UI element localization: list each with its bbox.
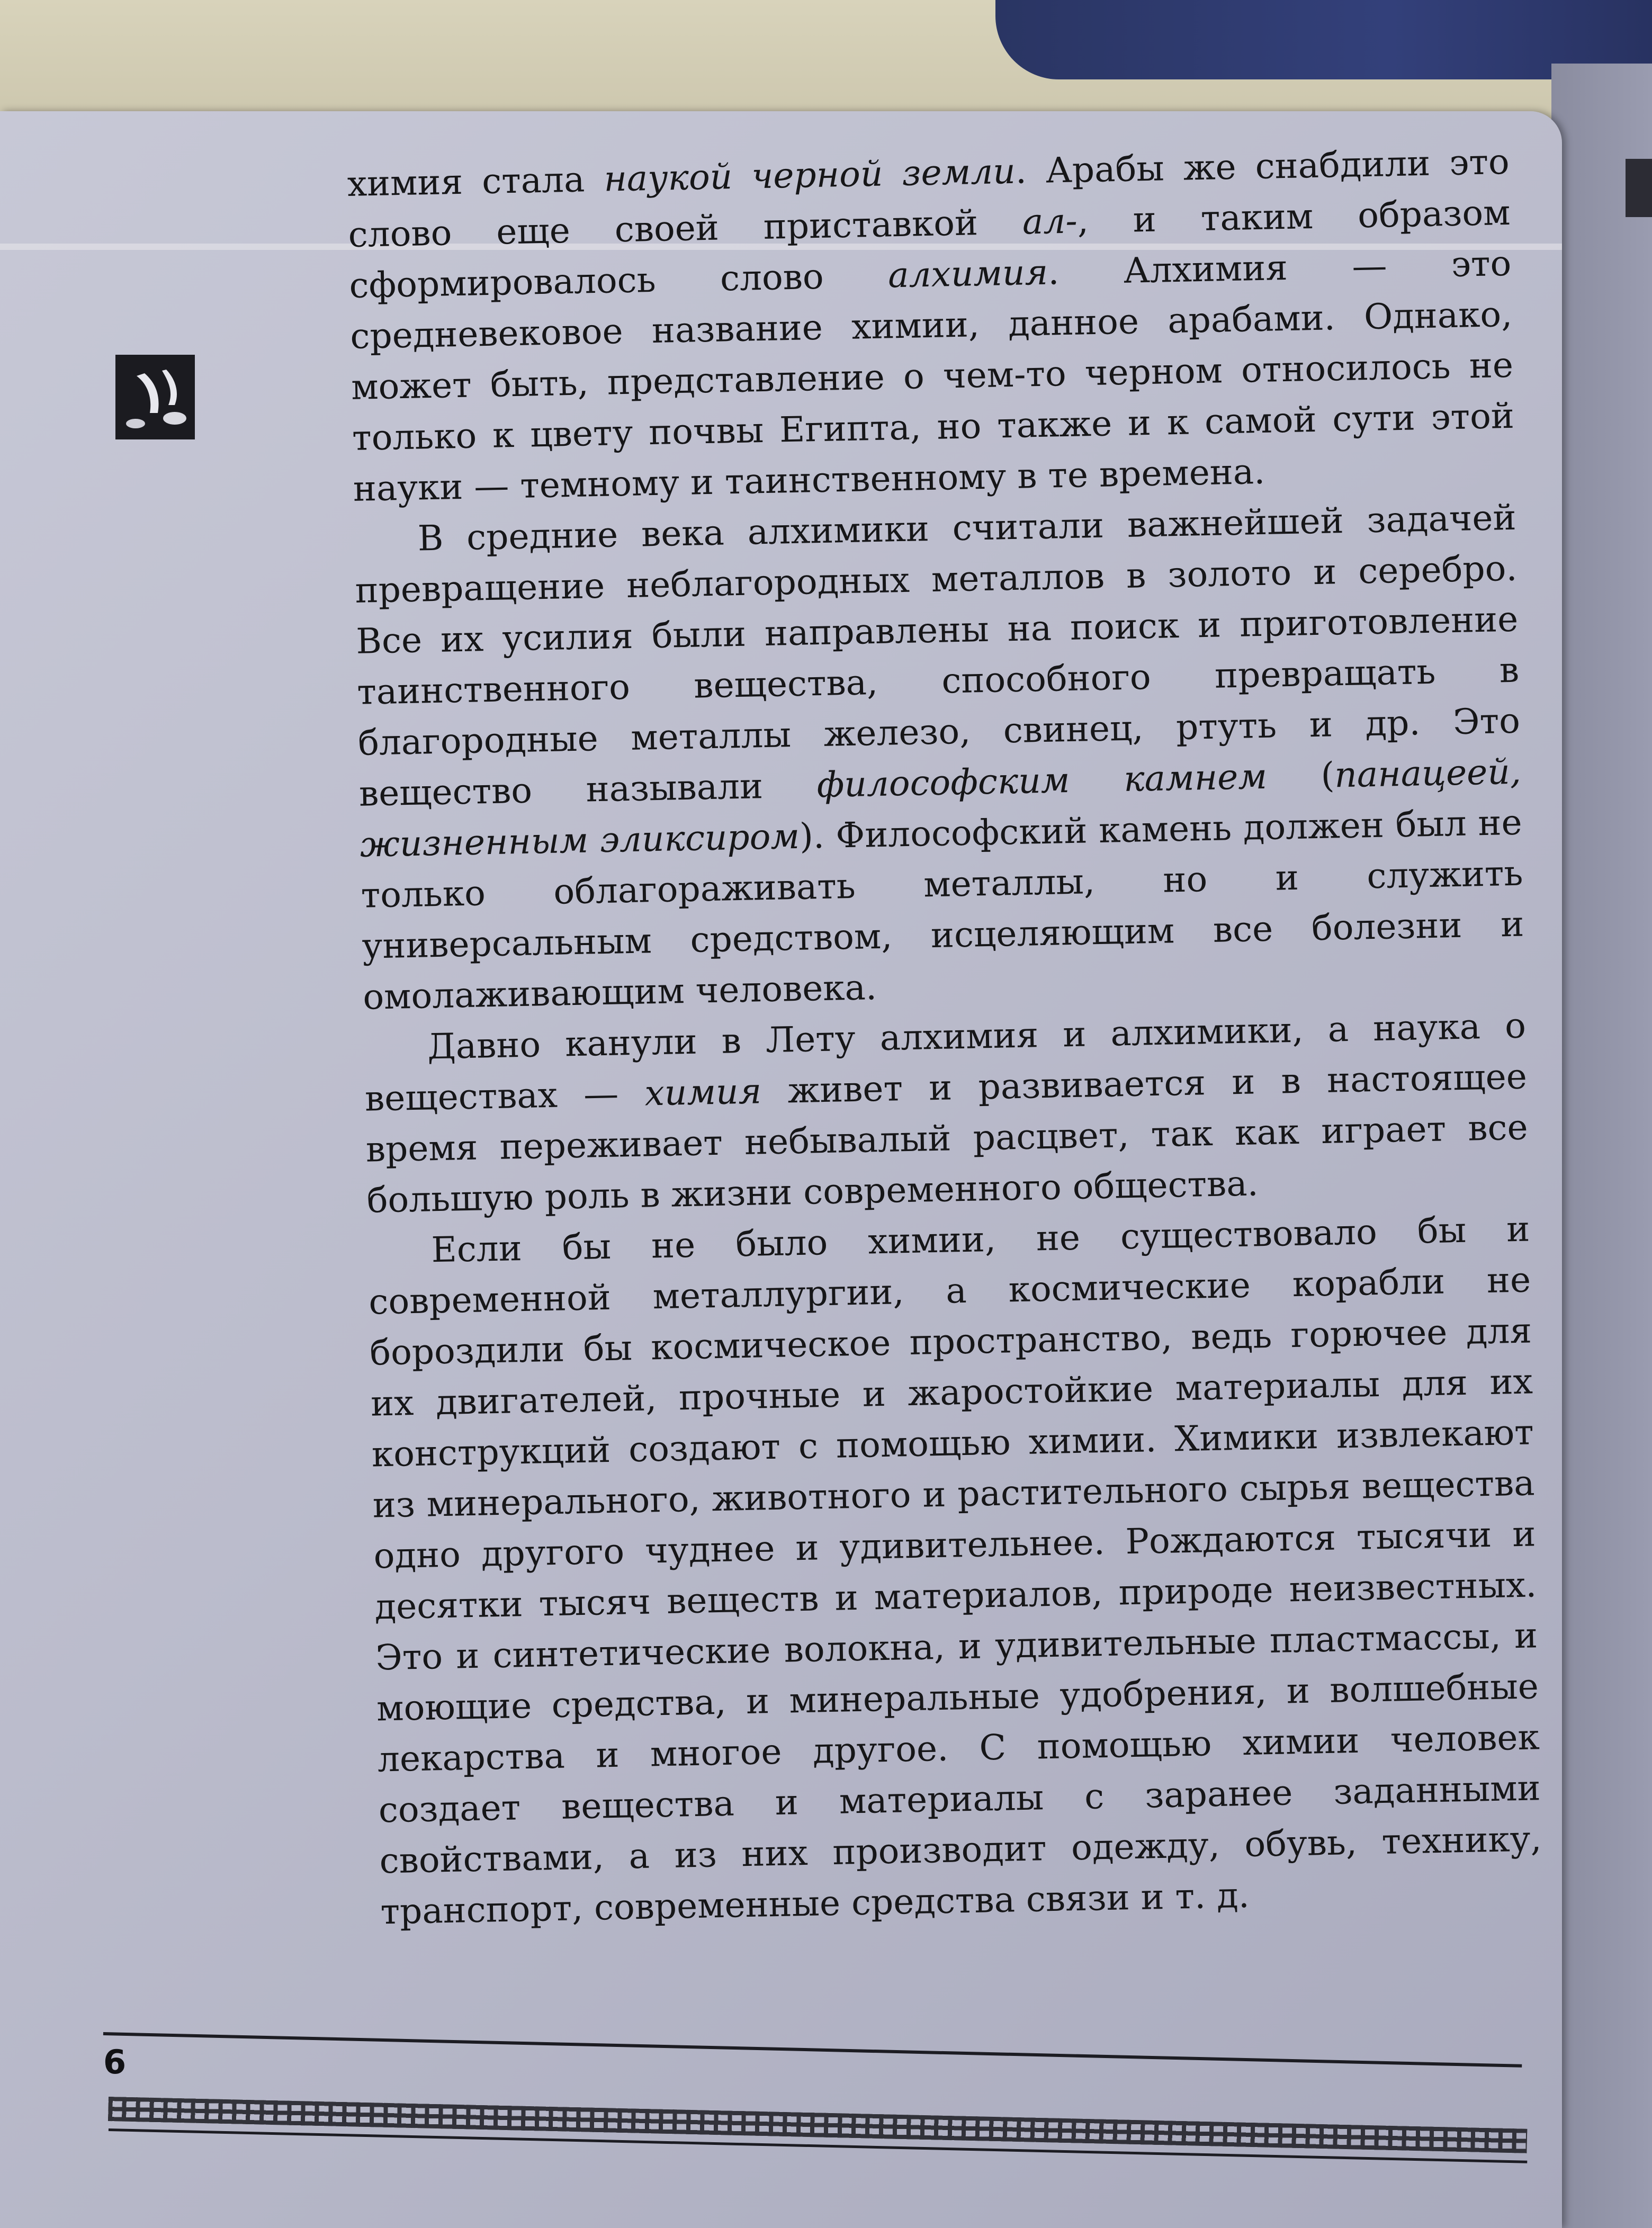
page-body-text xyxy=(347,137,1543,1938)
text-run: Если бы не было химии, не существовало бы и современной металлургии, а космические корабли не бороздили бы космическое пространство, ведь горючее для их двигателей, прочные и жаростойкие материалы для их конструкций создают с помощью химии. Химики извлекают из минерального, животного и растительного сырья вещества одно другого чуднее и удивительнее. Рождаются тысячи и десятки тысяч веществ и материалов, природе неизвестных. Это и синтетические волокна, и удивительные пластмассы, и моющие средства, и минеральные удобрения, и волшебные лекарства и многое другое. С помощью химии человек создает вещества и материалы с заранее заданными свойствами, а из них производит одежду, обувь, технику, транспорт, современные средства связи и т. д. xyxy=(368,1208,1542,1933)
next-page-icon xyxy=(1626,159,1652,217)
paragraph-4 xyxy=(367,1203,1543,1937)
text-run: Давно канули в Лету алхимия и алхимики, а наука о веществах — xyxy=(364,1005,1527,1119)
italic-term: наукой черной земли xyxy=(603,150,1016,200)
paragraph-1 xyxy=(347,137,1515,515)
text-run: . Арабы же снабдили это слово еще своей приставкой xyxy=(348,141,1510,255)
text-run: химия стала xyxy=(347,158,605,204)
text-run: В средние века алхимики считали важнейшей задачей превращение неблагородных металлов в золото и серебро. Все их усилия были направлены на поиск и приготовление таинственного вещества, способного превращать в благородные металлы железо, свинец, ртуть и др. Это вещество называли xyxy=(354,497,1521,814)
text-run: , и таким образом сформировалось слово xyxy=(348,192,1511,306)
paragraph-2 xyxy=(354,492,1525,1023)
italic-term: алхимия xyxy=(887,251,1048,296)
paragraph-3 xyxy=(363,1001,1529,1226)
hand-feather-icon xyxy=(115,355,195,439)
italic-term: панацеей, жизненным эликсиром xyxy=(360,751,1522,865)
italic-term: химия xyxy=(644,1071,762,1114)
page-number: 6 xyxy=(103,2043,127,2081)
text-run: ( xyxy=(1267,754,1335,797)
text-run: . Алхимия — это средневековое название химии, данное арабами. Однако, может быть, представление о чем-то черном относилось не только к цвету почвы Египта, но также и к самой сути этой науки — темному и таинственному в те времена. xyxy=(349,242,1515,509)
text-run: живет и развивается и в настоящее время переживает небывалый расцвет, так как играет все большую роль в жизни современного общества. xyxy=(365,1056,1529,1221)
italic-term: философским камнем xyxy=(816,756,1268,806)
text-run: ). Философский камень должен был не только облагораживать металлы, но и служить универсальным средством, исцеляющим все болезни и омолаживающим человека. xyxy=(360,802,1524,1018)
next-page-edge xyxy=(1551,64,1652,2228)
italic-term: ал- xyxy=(1022,200,1078,242)
